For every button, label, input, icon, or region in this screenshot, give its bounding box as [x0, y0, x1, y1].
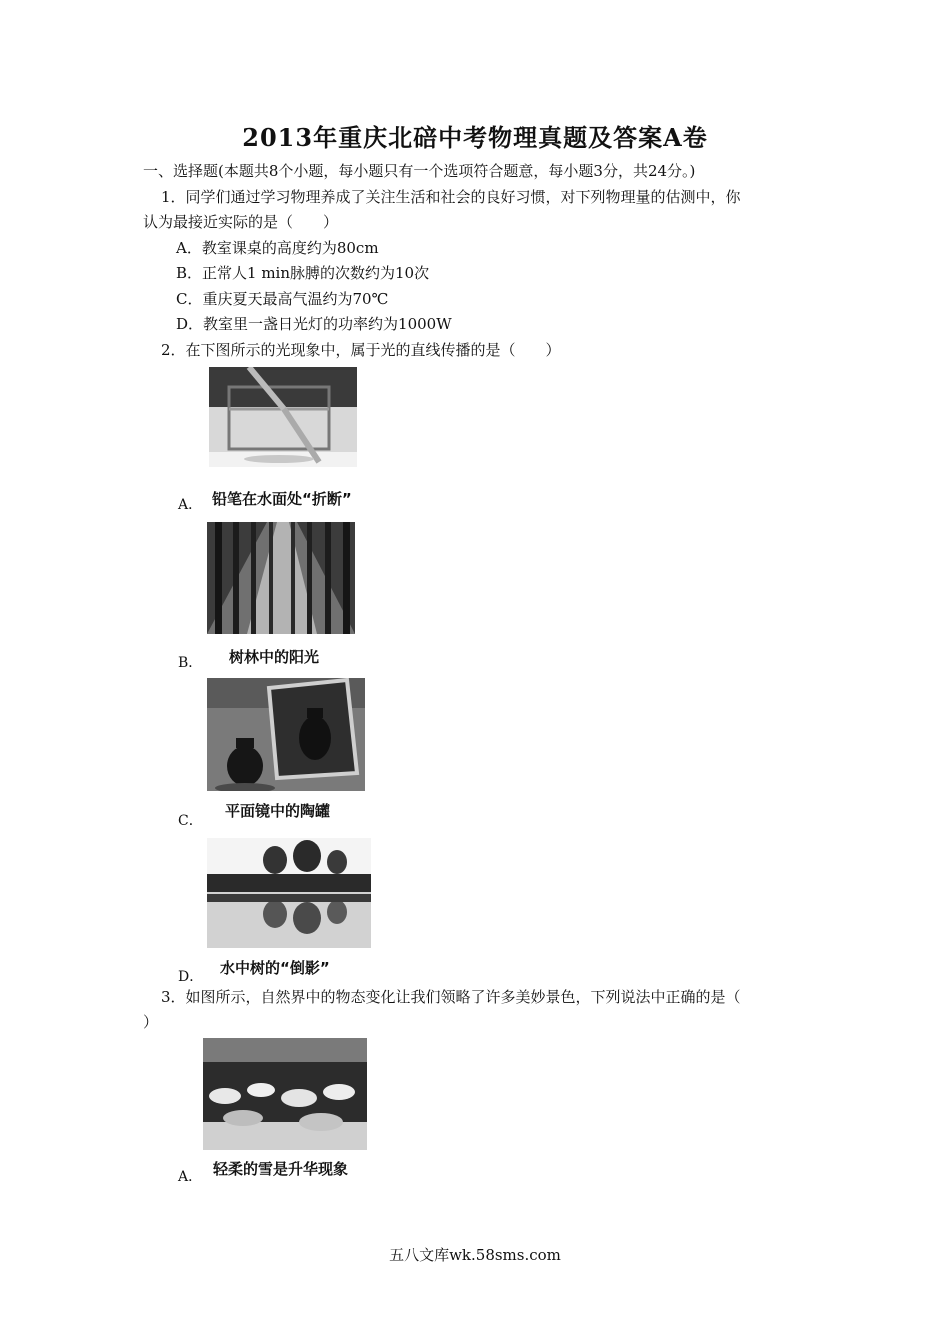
q2-stem: 2．在下图所示的光现象中，属于光的直线传播的是（ ） [161, 341, 561, 359]
q3-option-a-caption: 轻柔的雪是升华现象 [213, 1160, 349, 1178]
q1-option-c: C．重庆夏天最高气温约为70℃ [176, 290, 389, 308]
q2-option-d-caption: 水中树的“倒影” [220, 959, 330, 977]
tree-reflection-image [207, 838, 371, 948]
q2-option-a-caption: 铅笔在水面处“折断” [212, 490, 352, 508]
q1-stem-line2: 认为最接近实际的是（ ） [143, 213, 339, 231]
q2-option-c-label: C． [178, 813, 203, 829]
q1-option-b: B．正常人1 min脉膊的次数约为10次 [176, 264, 430, 282]
q2-option-a-label: A． [178, 497, 203, 513]
q3-stem-line1: 3．如图所示，自然界中的物态变化让我们领略了许多美妙景色，下列说法中正确的是（ [161, 988, 741, 1006]
q2-option-d-label: D． [178, 969, 204, 985]
page-footer: 五八文库wk.58sms.com [389, 1246, 561, 1264]
q2-option-c-caption: 平面镜中的陶罐 [225, 802, 331, 820]
q2-option-b-caption: 树林中的阳光 [229, 648, 320, 666]
section-heading: 一、选择题(本题共8个小题，每小题只有一个选项符合题意，每小题3分，共24分。) [143, 162, 696, 180]
snow-rocks-image [203, 1038, 367, 1150]
q1-stem-line1: 1．同学们通过学习物理养成了关注生活和社会的良好习惯，对下列物理量的估测中，你 [161, 188, 741, 206]
q2-option-b-label: B． [178, 655, 203, 671]
q1-option-d: D．教室里一盏日光灯的功率约为1000W [176, 315, 452, 333]
q1-option-a: A．教室课桌的高度约为80cm [176, 239, 379, 257]
mirror-pot-image [207, 678, 365, 791]
q3-option-a-label: A． [178, 1169, 203, 1185]
q3-stem-line2: ） [143, 1013, 159, 1031]
page-title: 2013年重庆北碚中考物理真题及答案A卷 [242, 123, 708, 152]
forest-sunlight-image [207, 522, 355, 634]
pencil-in-water-image [209, 367, 357, 467]
